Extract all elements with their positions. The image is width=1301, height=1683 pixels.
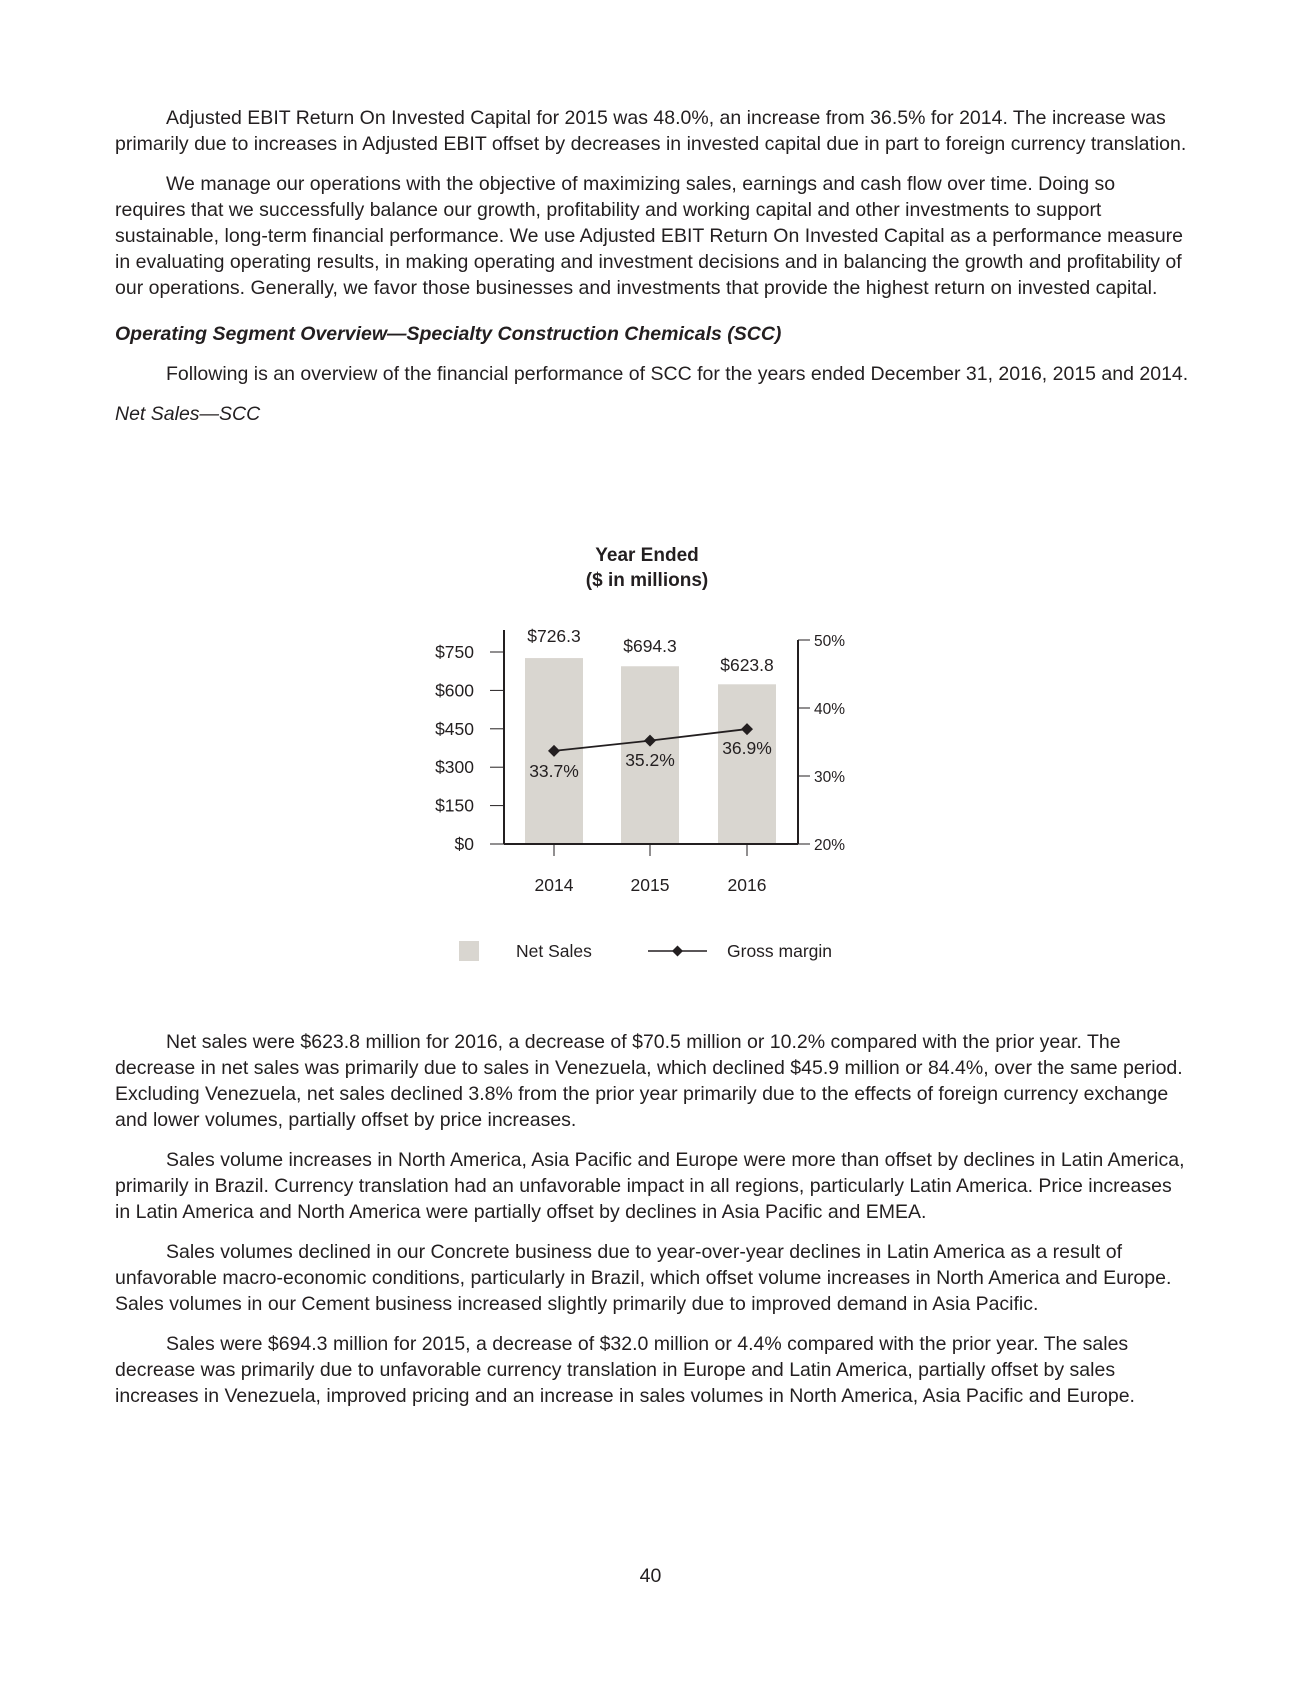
bar-value-label: $726.3 (527, 626, 581, 646)
page-number: 40 (639, 1565, 662, 1587)
paragraph-operations: We manage our operations with the objective of maximizing sales, earnings and cash flow over time. Doing so requires that we successfully balance our growth, profitability and working capital and other investments to support sustainable, long-term financial performance. We use Adjusted EBIT Return On Invested Capital as a performance measure in evaluating operating results, in making operating and investment decisions and in balancing the growth and profitability of our operations. Generally, we favor those businesses and investments that provide the highest return on invested capital. (115, 173, 1183, 299)
right-tick-label: 30% (814, 769, 846, 786)
x-tick-label: 2014 (534, 875, 574, 895)
legend-label-net-sales: Net Sales (516, 941, 592, 961)
left-tick-label: $450 (435, 718, 474, 739)
bar-net-sales-2016 (718, 684, 776, 844)
left-tick-label: $300 (435, 757, 474, 778)
right-tick-label: 20% (814, 837, 846, 854)
paragraph-concrete-cement: Sales volumes declined in our Concrete business due to year-over-year declines in Latin America as a result of unfavorable macro-economic conditions, particularly in Brazil, which offset volume increases in North America and Europe. Sales volumes in our Cement business increased slightly primarily due to improved demand in Asia Pacific. (115, 1241, 1172, 1315)
right-tick-label: 40% (814, 701, 846, 718)
left-tick-label: $600 (435, 680, 474, 701)
legend-label-gross-margin: Gross margin (727, 941, 833, 961)
document-page-lower (115, 1029, 1190, 1409)
chart-legend (459, 941, 832, 961)
legend-marker-gross-margin (672, 946, 683, 957)
left-tick-label: $0 (454, 834, 474, 854)
left-tick-label: $750 (435, 642, 474, 662)
paragraph-net-sales-2016: Net sales were $623.8 million for 2016, a decrease of $70.5 million or 10.2% compared with the prior year. The decrease in net sales was primarily due to sales in Venezuela, which declined $45.9 million or 84.4%, over the same period. Excluding Venezuela, net sales declined 3.8% from the prior year primarily due to the effects of foreign currency exchange and lower volumes, partially offset by price increases. (115, 1031, 1183, 1131)
bar-value-label: $694.3 (623, 636, 677, 656)
left-tick-label: $150 (435, 795, 474, 816)
paragraph-sales-2015: Sales were $694.3 million for 2015, a decrease of $32.0 million or 4.4% compared with the prior year. The sales decrease was primarily due to unfavorable currency translation in Europe and Latin America, partially offset by sales increases in Venezuela, improved pricing and an increase in sales volumes in North America, Asia Pacific and Europe. (115, 1333, 1135, 1407)
paragraph-sales-volume: Sales volume increases in North America, Asia Pacific and Europe were more than offset by declines in Latin America, primarily in Brazil. Currency translation had an unfavorable impact in all regions, particularly Latin America. Price increases in Latin America and North America were partially offset by declines in Asia Pacific and EMEA. (115, 1149, 1185, 1223)
bar-value-label: $623.8 (720, 655, 774, 675)
gross-margin-label: 33.7% (529, 761, 579, 781)
gross-margin-label: 36.9% (722, 738, 772, 758)
section-heading: Operating Segment Overview—Specialty Construction Chemicals (SCC) (115, 323, 782, 345)
x-tick-label: 2016 (727, 875, 767, 895)
paragraph-overview: Following is an overview of the financial performance of SCC for the years ended December 31, 2016, 2015 and 2014. (166, 363, 1189, 385)
gross-margin-label: 35.2% (625, 750, 675, 770)
paragraph-roic: Adjusted EBIT Return On Invested Capital for 2015 was 48.0%, an increase from 36.5% for 2014. The increase was primarily due to increases in Adjusted EBIT offset by decreases in invested capital due in part to foreign currency translation. (115, 107, 1187, 155)
legend-swatch-net-sales (459, 941, 479, 961)
right-tick-label: 50% (814, 633, 846, 650)
x-tick-label: 2015 (630, 875, 670, 895)
subheading-net-sales: Net Sales—SCC (115, 403, 261, 425)
chart-subtitle: ($ in millions) (585, 570, 709, 591)
chart-title: Year Ended (595, 545, 699, 566)
